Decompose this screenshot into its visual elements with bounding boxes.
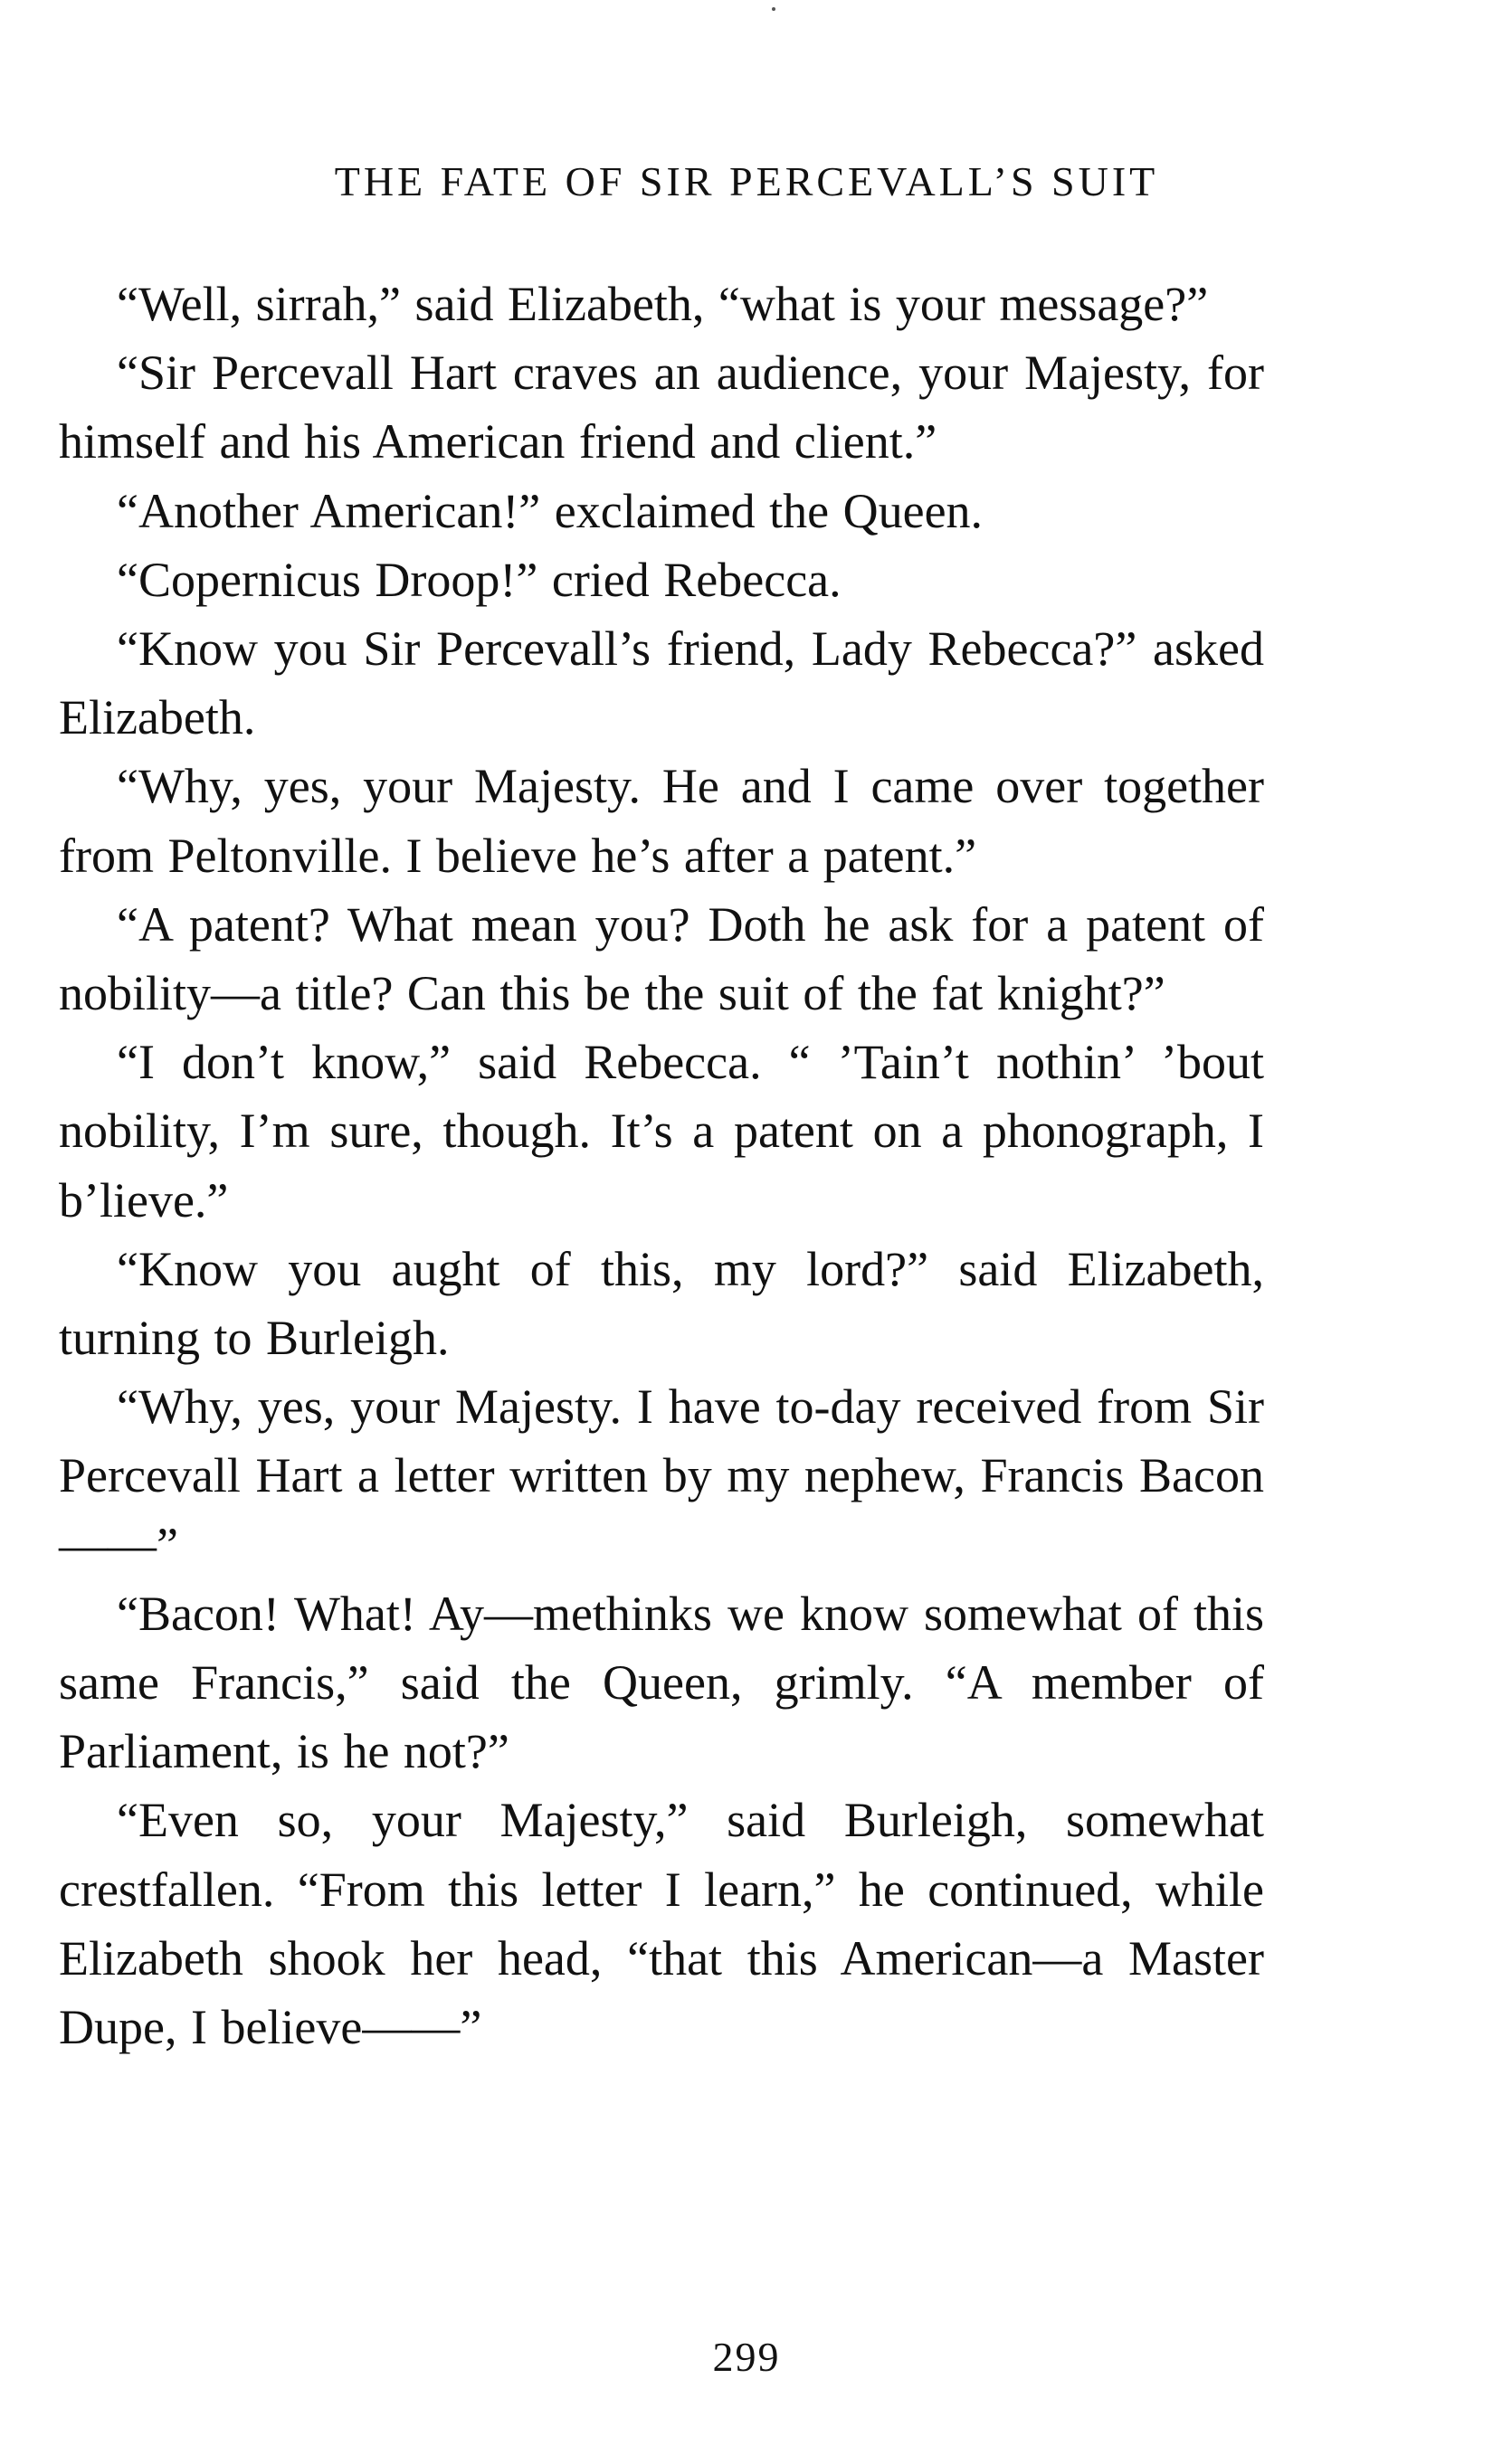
paragraph: “Copernicus Droop!” cried Rebecca. [117, 552, 842, 607]
paragraph: “Know you Sir Percevall’s friend, Lady Rebecca?” asked Elizabeth. [59, 621, 1264, 745]
paragraph: “Why, yes, your Majesty. I have to-day received from Sir Percevall Hart a letter written by my nephew, Francis Bacon——” [59, 1379, 1264, 1572]
paragraph: “Well, sirrah,” said Elizabeth, “what is your message?” [117, 277, 1209, 331]
running-header: THE FATE OF SIR PERCEVALL’S SUIT [334, 158, 1159, 204]
paragraph: “Even so, your Majesty,” said Burleigh, somewhat crestfallen. “From this letter I learn,” he continued, while Elizabeth shook her head, “that this American—a Master Dupe, I believe——” [59, 1793, 1264, 2055]
paragraph: “Another American!” exclaimed the Queen. [117, 483, 984, 538]
page-number: 299 [712, 2334, 781, 2380]
print-speck [772, 7, 775, 11]
paragraph: “Bacon! What! Ay—methinks we know somewhat of this same Francis,” said the Queen, grimly. “A member of Parliament, is he not?” [59, 1586, 1264, 1779]
paragraph: “Sir Percevall Hart craves an audience, your Majesty, for himself and his American friend and client.” [59, 346, 1264, 469]
paragraph: “Know you aught of this, my lord?” said Elizabeth, turning to Burleigh. [59, 1241, 1264, 1366]
paragraph: “I don’t know,” said Rebecca. “ ’Tain’t nothin’ ’bout nobility, I’m sure, though. It’s a patent on a phonograph, I b’lieve.” [59, 1035, 1264, 1227]
page-body [59, 270, 1264, 2061]
paragraph: “A patent? What mean you? Doth he ask for a patent of nobility—a title? Can this be the suit of the fat knight?” [59, 896, 1264, 1021]
paragraph: “Why, yes, your Majesty. He and I came over together from Peltonville. I believe he’s after a patent.” [59, 759, 1264, 883]
